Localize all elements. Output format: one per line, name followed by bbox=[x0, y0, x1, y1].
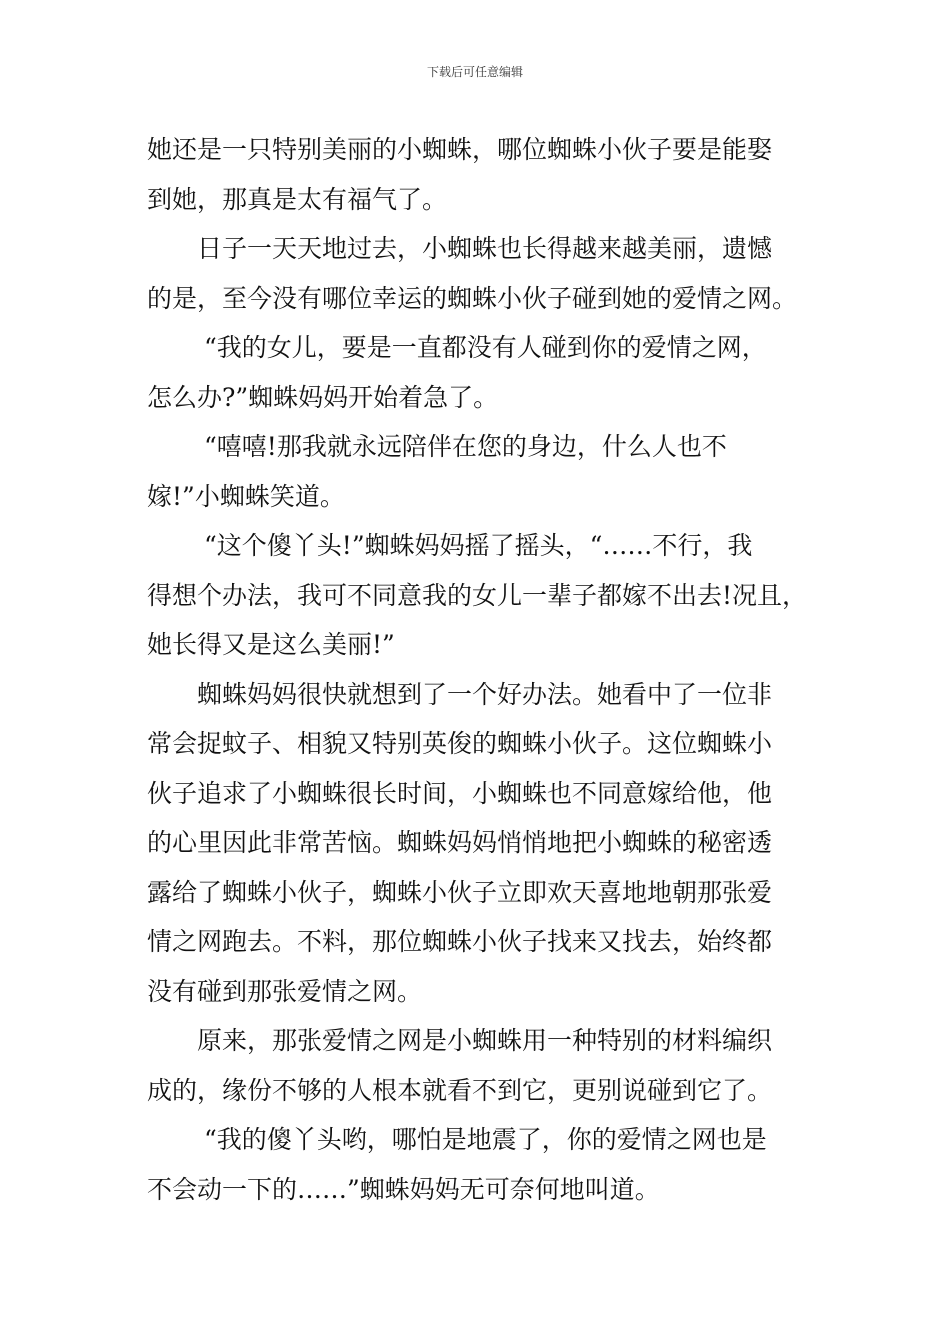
text-line: “这个傻丫头!”蜘蛛妈妈摇了摇头，“……不行，我 bbox=[204, 531, 753, 560]
story-text bbox=[147, 125, 812, 1214]
text-line: 的是，至今没有哪位幸运的蜘蛛小伙子碰到她的爱情之网。 bbox=[147, 283, 798, 313]
text-line: 她还是一只特别美丽的小蜘蛛，哪位蜘蛛小伙子要是能娶 bbox=[147, 135, 773, 164]
text-line: 到她，那真是太有福气了。 bbox=[147, 184, 448, 214]
text-line: 成的，缘份不够的人根本就看不到它，更别说碰到它了。 bbox=[147, 1075, 773, 1105]
text-line: 原来，那张爱情之网是小蜘蛛用一种特别的材料编织 bbox=[197, 1026, 773, 1055]
text-line: “我的傻丫头哟，哪怕是地震了，你的爱情之网也是 bbox=[204, 1125, 767, 1154]
text-line: 不会动一下的……”蜘蛛妈妈无可奈何地叫道。 bbox=[147, 1174, 660, 1204]
text-line: “嘻嘻!那我就永远陪伴在您的身边，什么人也不 bbox=[204, 432, 727, 461]
text-line: 伙子追求了小蜘蛛很长时间，小蜘蛛也不同意嫁给他，他 bbox=[147, 778, 773, 808]
text-line: 她长得又是这么美丽!” bbox=[147, 630, 395, 659]
text-line: 的心里因此非常苦恼。蜘蛛妈妈悄悄地把小蜘蛛的秘密透 bbox=[147, 828, 773, 857]
text-line: 情之网跑去。不料，那位蜘蛛小伙子找来又找去，始终都 bbox=[147, 927, 773, 956]
text-line: 怎么办?”蜘蛛妈妈开始着急了。 bbox=[147, 382, 499, 412]
text-line: 没有碰到那张爱情之网。 bbox=[147, 976, 423, 1006]
header-note: 下载后可任意编辑 bbox=[426, 65, 523, 79]
text-line: 得想个办法，我可不同意我的女儿一辈子都嫁不出去!况且， bbox=[147, 580, 808, 610]
text-line: 露给了蜘蛛小伙子，蜘蛛小伙子立即欢天喜地地朝那张爱 bbox=[147, 877, 773, 907]
text-line: 常会捉蚊子、相貌又特别英俊的蜘蛛小伙子。这位蜘蛛小 bbox=[147, 729, 773, 758]
text-line: 日子一天天地过去，小蜘蛛也长得越来越美丽，遗憾 bbox=[197, 234, 773, 263]
text-line: 蜘蛛妈妈很快就想到了一个好办法。她看中了一位非 bbox=[197, 679, 773, 709]
text-line: 嫁!”小蜘蛛笑道。 bbox=[147, 481, 345, 511]
text-line: “我的女儿，要是一直都没有人碰到你的爱情之网， bbox=[204, 333, 767, 362]
